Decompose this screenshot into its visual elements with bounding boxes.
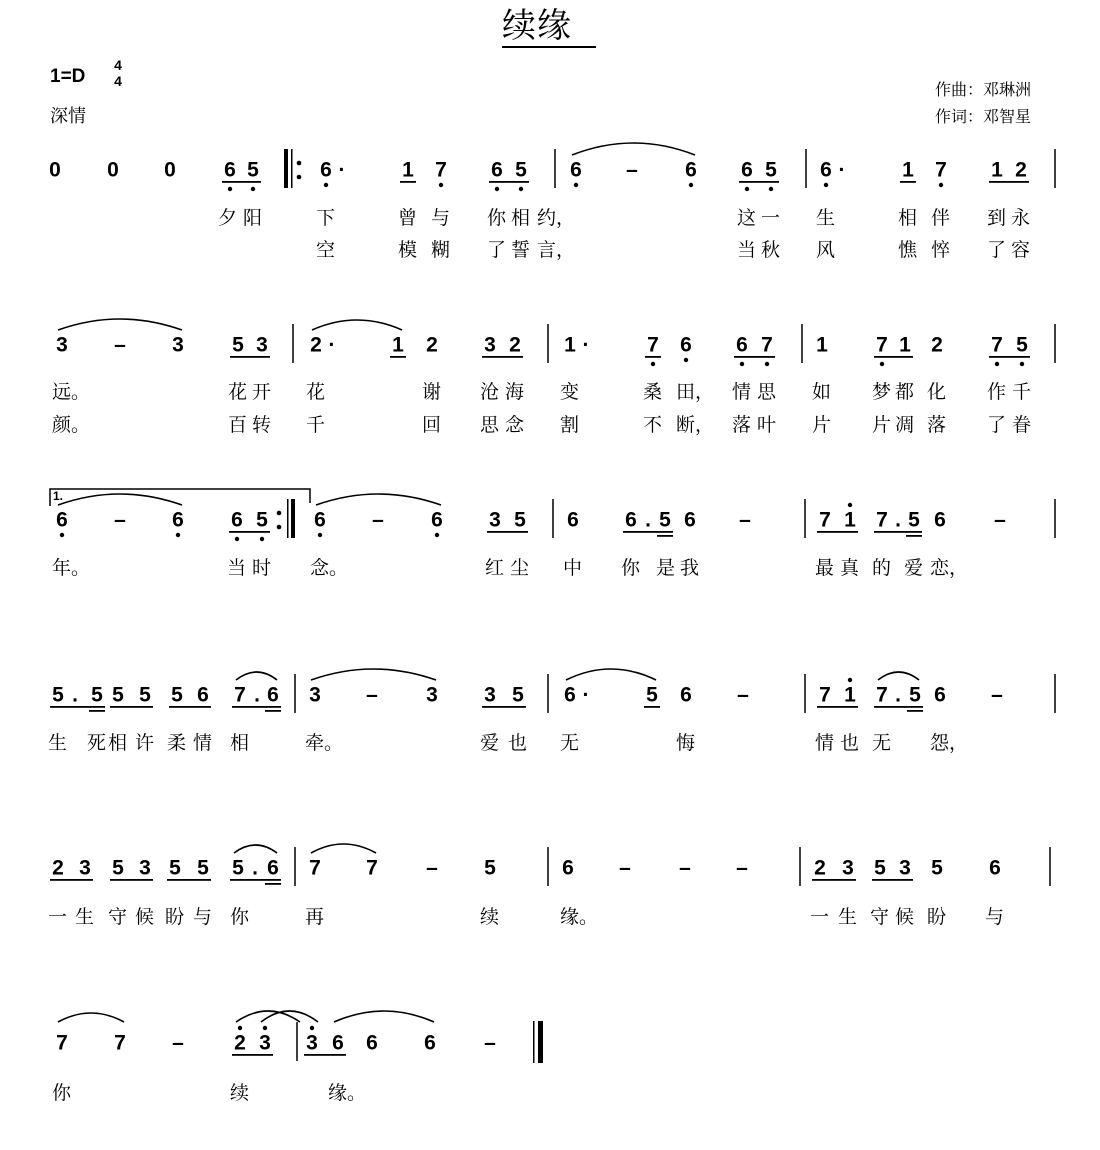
lyric-syllable: 如 [812, 381, 832, 403]
lyric-syllable: 桑 [643, 381, 663, 403]
lyric-syllable: 割 [560, 414, 580, 436]
lyric-syllable: 思 [480, 414, 500, 436]
lyric-syllable: 作 [987, 381, 1007, 403]
note: 6 [197, 683, 209, 707]
note: 7 [234, 683, 246, 707]
lyric-syllable: 田， [676, 381, 715, 403]
lyric-syllable: 了 [987, 414, 1007, 436]
lyric-syllable: 转 [252, 414, 272, 436]
note: 6 [320, 158, 332, 182]
lyric-syllable: 阳 [243, 207, 263, 229]
lyric-syllable: 花 [228, 381, 248, 403]
rest: 0 [107, 158, 119, 182]
lyric-syllable: 断， [676, 414, 715, 436]
sustain-dash: – [994, 508, 1006, 532]
note: 2 [931, 333, 943, 357]
note: 7 [876, 333, 888, 357]
note: 2 [310, 333, 322, 357]
lyric-syllable: 我 [680, 557, 700, 579]
lyric-syllable: 曾 [398, 207, 418, 229]
note: 2 [426, 333, 438, 357]
composer-credit: 作曲：邓琳洲 [935, 80, 1032, 99]
lyric-syllable: 柔 [167, 732, 187, 754]
lyric-syllable: 爱 [480, 732, 500, 754]
note: 7 [435, 158, 447, 182]
lyric-syllable: 远。 [52, 381, 91, 403]
lyric-syllable: 盼 [165, 906, 185, 928]
lyric-syllable: 秋 [761, 239, 781, 261]
note: 6 [56, 508, 68, 532]
note: 6 [570, 158, 582, 182]
lyric-syllable: 了 [987, 239, 1007, 261]
lyric-syllable: 叶 [757, 414, 777, 436]
note: 5 [765, 158, 777, 182]
note: 2 [509, 333, 521, 357]
lyric-syllable: 念 [505, 414, 525, 436]
note: 6 [741, 158, 753, 182]
lyric-syllable: 续 [480, 906, 500, 928]
note: 6 [424, 1031, 436, 1055]
note: 3 [484, 333, 496, 357]
note: 5 [247, 158, 259, 182]
lyric-syllable: 生 [816, 207, 836, 229]
lyric-syllable: 缘。 [560, 906, 599, 928]
lyric-syllable: 情 [732, 381, 752, 403]
note: 5 [908, 508, 920, 532]
lyric-syllable: 生 [75, 906, 95, 928]
note: 7 [876, 683, 888, 707]
note: 7 [935, 158, 947, 182]
lyric-syllable: 你 [52, 1082, 72, 1104]
note: 5 [256, 508, 268, 532]
note: 6 [736, 333, 748, 357]
note: 1 [564, 333, 576, 357]
lyric-syllable: 一 [761, 207, 781, 229]
augmentation-dot: · [338, 158, 346, 182]
note: 7 [309, 856, 321, 880]
lyric-syllable: 梦 [872, 381, 892, 403]
note: 3 [899, 856, 911, 880]
note: 7 [876, 508, 888, 532]
lyric-syllable: 谢 [422, 381, 442, 403]
lyric-syllable: 情 [193, 732, 213, 754]
sustain-dash: – [737, 683, 749, 707]
time-signature-bottom: 4 [114, 73, 122, 89]
note: 6 [332, 1031, 344, 1055]
note: 7 [819, 508, 831, 532]
note: 3 [309, 683, 321, 707]
note: 6 [267, 856, 279, 880]
note: 1 [844, 683, 856, 707]
note: 6 [685, 158, 697, 182]
note: 2 [234, 1031, 246, 1055]
lyric-syllable: 一 [810, 906, 830, 928]
note: 5 [139, 683, 151, 707]
lyric-syllable: 牵。 [305, 732, 344, 754]
note: 5 [514, 508, 526, 532]
lyric-syllable: 守 [870, 906, 890, 928]
lyric-syllable: 化 [927, 381, 947, 403]
lyric-syllable: 相 [108, 732, 128, 754]
lyric-syllable: 开 [252, 381, 272, 403]
lyric-syllable: 许 [135, 732, 155, 754]
lyric-syllable: 百 [228, 414, 248, 436]
note: 5 [515, 158, 527, 182]
lyric-syllable: 相 [898, 207, 918, 229]
lyric-syllable: 你 [621, 557, 641, 579]
note: 3 [256, 333, 268, 357]
sustain-dash: – [114, 508, 126, 532]
lyric-syllable: 誓 [511, 239, 531, 261]
note: 6 [625, 508, 637, 532]
lyric-syllable: 相 [230, 732, 250, 754]
note: 5 [91, 683, 103, 707]
lyric-syllable: 候 [895, 906, 915, 928]
note: 6 [431, 508, 443, 532]
song-title: 续缘 [502, 6, 596, 48]
augmentation-dot: . [895, 508, 901, 532]
rest: 0 [164, 158, 176, 182]
lyric-syllable: 这 [737, 207, 757, 229]
augmentation-dot: . [252, 856, 258, 880]
lyric-syllable: 死 [87, 732, 107, 754]
note: 1 [899, 333, 911, 357]
note: 6 [562, 856, 574, 880]
augmentation-dot: . [72, 683, 78, 707]
augmentation-dot: · [582, 333, 590, 357]
lyric-syllable: 到 [987, 207, 1007, 229]
lyric-syllable: 年。 [52, 557, 91, 579]
note: 3 [79, 856, 91, 880]
augmentation-dot: . [645, 508, 651, 532]
note: 5 [169, 856, 181, 880]
lyric-syllable: 千 [1012, 381, 1032, 403]
lyric-syllable: 缘。 [328, 1082, 367, 1104]
note: 3 [489, 508, 501, 532]
note: 1 [816, 333, 828, 357]
sustain-dash: – [679, 856, 691, 880]
note: 7 [761, 333, 773, 357]
lyric-syllable: 生 [48, 732, 68, 754]
note: 5 [1016, 333, 1028, 357]
augmentation-dot: . [895, 683, 901, 707]
lyric-syllable: 了 [487, 239, 507, 261]
lyric-syllable: 与 [985, 906, 1005, 928]
lyric-syllable: 都 [895, 381, 915, 403]
lyric-syllable: 一 [48, 906, 68, 928]
note: 6 [314, 508, 326, 532]
sustain-dash: – [114, 333, 126, 357]
lyric-syllable: 海 [505, 381, 525, 403]
note: 5 [232, 856, 244, 880]
note: 6 [567, 508, 579, 532]
note: 6 [989, 856, 1001, 880]
lyric-syllable: 尘 [510, 557, 530, 579]
lyric-syllable: 悔 [676, 732, 696, 754]
note: 6 [934, 683, 946, 707]
lyric-syllable: 眷 [1012, 414, 1032, 436]
lyric-syllable: 片 [812, 414, 832, 436]
note: 5 [197, 856, 209, 880]
lyric-syllable: 片 [872, 414, 892, 436]
lyric-syllable: 言， [537, 239, 576, 261]
lyric-syllable: 怨， [930, 732, 969, 754]
lyric-syllable: 的 [872, 557, 892, 579]
sustain-dash: – [484, 1031, 496, 1055]
lyric-syllable: 思 [757, 381, 777, 403]
lyric-syllable: 盼 [927, 906, 947, 928]
note: 5 [659, 508, 671, 532]
note: 7 [114, 1031, 126, 1055]
note: 6 [172, 508, 184, 532]
note: 5 [112, 856, 124, 880]
lyric-syllable: 红 [485, 557, 505, 579]
lyric-syllable: 花 [306, 381, 326, 403]
lyric-syllable: 落 [927, 414, 947, 436]
lyric-syllable: 情 [815, 732, 835, 754]
lyric-syllable: 与 [193, 906, 213, 928]
lyric-syllable: 真 [840, 557, 860, 579]
sustain-dash: – [991, 683, 1003, 707]
first-ending-label: 1. [53, 489, 64, 503]
note: 7 [366, 856, 378, 880]
note: 3 [306, 1031, 318, 1055]
note: 5 [512, 683, 524, 707]
note: 5 [484, 856, 496, 880]
lyric-syllable: 憔 [898, 239, 918, 261]
lyric-syllable: 回 [422, 414, 442, 436]
note: 6 [564, 683, 576, 707]
lyric-syllable: 守 [108, 906, 128, 928]
note: 5 [52, 683, 64, 707]
lyric-syllable: 落 [732, 414, 752, 436]
note: 6 [680, 333, 692, 357]
lyric-syllable: 容 [1011, 239, 1031, 261]
augmentation-dot: . [254, 683, 260, 707]
note: 5 [874, 856, 886, 880]
note: 1 [902, 158, 914, 182]
lyric-syllable: 你 [230, 906, 250, 928]
lyric-syllable: 沧 [480, 381, 500, 403]
lyric-syllable: 生 [838, 906, 858, 928]
rest: 0 [49, 158, 61, 182]
augmentation-dot: · [582, 683, 590, 707]
lyric-syllable: 是 [656, 557, 676, 579]
note: 6 [680, 683, 692, 707]
note: 6 [820, 158, 832, 182]
note: 2 [1015, 158, 1027, 182]
note: 3 [259, 1031, 271, 1055]
sustain-dash: – [366, 683, 378, 707]
note: 1 [392, 333, 404, 357]
note: 7 [647, 333, 659, 357]
sustain-dash: – [372, 508, 384, 532]
note: 5 [909, 683, 921, 707]
note: 5 [232, 333, 244, 357]
lyric-syllable: 念。 [310, 557, 349, 579]
lyric-syllable: 也 [840, 732, 860, 754]
lyric-syllable: 无 [872, 732, 892, 754]
note: 6 [231, 508, 243, 532]
lyric-syllable: 再 [305, 906, 325, 928]
expression-mark: 深情 [50, 106, 86, 127]
lyric-syllable: 约， [537, 207, 576, 229]
note: 3 [484, 683, 496, 707]
note: 3 [426, 683, 438, 707]
lyric-syllable: 变 [560, 381, 580, 403]
note: 3 [172, 333, 184, 357]
note: 6 [491, 158, 503, 182]
lyric-syllable: 千 [306, 414, 326, 436]
lyric-syllable: 伴 [931, 207, 951, 229]
note: 3 [56, 333, 68, 357]
note: 3 [139, 856, 151, 880]
lyric-syllable: 风 [816, 239, 836, 261]
note: 7 [991, 333, 1003, 357]
lyric-syllable: 与 [431, 207, 451, 229]
note: 1 [402, 158, 414, 182]
lyric-syllable: 不 [643, 414, 663, 436]
lyric-syllable: 悴 [931, 239, 951, 261]
lyric-syllable: 夕 [218, 207, 238, 229]
lyric-syllable: 当 [227, 557, 247, 579]
note: 5 [171, 683, 183, 707]
lyric-syllable: 恋， [930, 557, 969, 579]
lyric-syllable: 永 [1011, 207, 1031, 229]
lyric-syllable: 下 [316, 207, 336, 229]
lyric-syllable: 续 [230, 1082, 250, 1104]
lyric-syllable: 相 [511, 207, 531, 229]
lyric-syllable: 无 [560, 732, 580, 754]
lyricist-credit: 作词：邓智星 [935, 107, 1032, 126]
lyric-syllable: 颜。 [52, 414, 91, 436]
note: 5 [646, 683, 658, 707]
sustain-dash: – [619, 856, 631, 880]
lyric-syllable: 时 [252, 557, 272, 579]
lyric-syllable: 也 [508, 732, 528, 754]
sustain-dash: – [736, 856, 748, 880]
lyric-syllable: 糊 [431, 239, 451, 261]
note: 7 [56, 1031, 68, 1055]
lyric-syllable: 中 [563, 557, 583, 579]
lyric-syllable: 最 [815, 557, 835, 579]
augmentation-dot: · [328, 333, 336, 357]
note: 7 [819, 683, 831, 707]
augmentation-dot: · [838, 158, 846, 182]
time-signature-top: 4 [114, 57, 122, 73]
sustain-dash: – [172, 1031, 184, 1055]
lyric-syllable: 爱 [904, 557, 924, 579]
note: 5 [931, 856, 943, 880]
note: 2 [52, 856, 64, 880]
note: 6 [366, 1031, 378, 1055]
sustain-dash: – [626, 158, 638, 182]
lyric-syllable: 空 [316, 239, 336, 261]
lyric-syllable: 凋 [895, 414, 915, 436]
note: 2 [814, 856, 826, 880]
lyric-syllable: 当 [737, 239, 757, 261]
note: 1 [844, 508, 856, 532]
lyric-syllable: 候 [135, 906, 155, 928]
lyric-syllable: 你 [487, 207, 507, 229]
sustain-dash: – [739, 508, 751, 532]
lyric-syllable: 模 [398, 239, 418, 261]
sustain-dash: – [426, 856, 438, 880]
note: 6 [684, 508, 696, 532]
note: 6 [224, 158, 236, 182]
note: 1 [991, 158, 1003, 182]
key-signature: 1=D [50, 66, 86, 87]
note: 3 [842, 856, 854, 880]
note: 6 [934, 508, 946, 532]
note: 6 [267, 683, 279, 707]
note: 5 [112, 683, 124, 707]
